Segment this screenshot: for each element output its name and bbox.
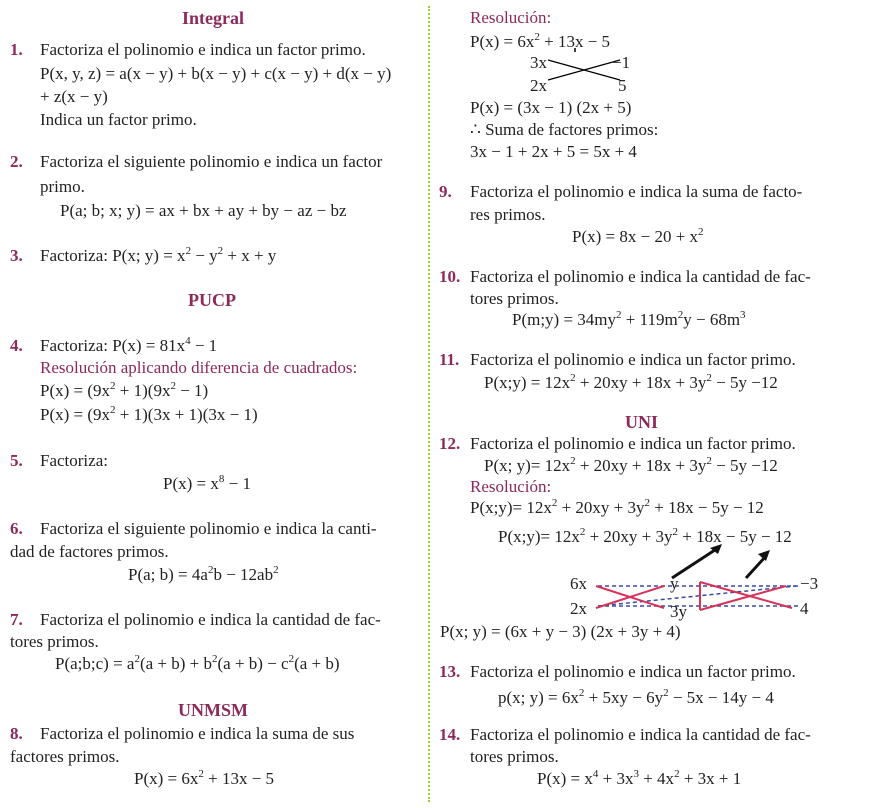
aspa-term: 2x	[530, 76, 547, 95]
question-text: Factoriza el polinomio e indica un factor primo.	[40, 40, 366, 59]
question-text: res primos.	[470, 205, 546, 224]
resolution-label: Resolución:	[470, 477, 552, 496]
question-number: 14.	[439, 725, 461, 744]
formula: P(a;b;c) = $a^2(a + b) + b^2(a + b) - c^2(a + b)$	[55, 653, 340, 673]
question-number: 8.	[10, 724, 23, 743]
question-number: 7.	[10, 610, 23, 629]
formula: p(x; $y) = 6x^2 + 5xy - 6y^2 - 5x - 14y - 4$	[498, 687, 774, 707]
formula: $P(x) = x^8 - 1$	[163, 473, 251, 493]
question-text: Factoriza:	[40, 451, 108, 470]
formula: P(x;y)= $12x^2 + 20xy + 3y^2 + 18x - 5y - 12$	[470, 497, 764, 517]
question-text: dad de factores primos.	[10, 542, 169, 561]
formula: P(x) = (3x − 1) (2x + 5)	[470, 98, 632, 117]
question-number: 2.	[10, 152, 23, 171]
formula: $P(x) = x^4 + 3x^3 + 4x^2 + 3x + 1$	[537, 768, 742, 788]
question-text: Factoriza: $P(x) = 81x^4 - 1$	[40, 335, 218, 355]
formula: $P(x) = 6x^2 + 13x - 5$	[470, 31, 611, 51]
question-text: Factoriza el polinomio e indica un factor primo.	[470, 350, 796, 369]
question-text: Factoriza el polinomio e indica la suma de facto-	[470, 182, 803, 201]
question-text: Factoriza: P(x; $y) = x^2 - y^2 + x + y$	[40, 245, 277, 265]
question-text: tores primos.	[10, 632, 99, 651]
aspa-term: 4	[800, 599, 809, 618]
question-number: 4.	[10, 336, 23, 355]
question-text: Factoriza el siguiente polinomio e indica un factor	[40, 152, 383, 171]
section-heading-pucp: PUCP	[188, 290, 236, 310]
question-number: 9.	[439, 182, 452, 201]
question-number: 5.	[10, 451, 23, 470]
aspa-term: 2x	[570, 599, 587, 618]
question-text: Factoriza el polinomio e indica la suma de sus	[40, 724, 355, 743]
question-text: Factoriza el polinomio e indica la cantidad de fac-	[470, 725, 811, 744]
question-text: Indica un factor primo.	[40, 110, 197, 129]
aspa-term: 5	[618, 76, 627, 95]
aspa-term: −3	[800, 574, 819, 593]
formula: P(a; $b) = 4a^2b - 12ab^2$	[128, 564, 279, 584]
aspa-term: 3y	[670, 602, 687, 621]
question-text: factores primos.	[10, 747, 120, 766]
formula: P(x, y, z) = a(x − y) + b(x − y) + c(x − y) + d(x − y)	[40, 64, 392, 83]
question-text: Factoriza el polinomio e indica un factor primo.	[470, 434, 796, 453]
aspa-term: 3x	[530, 53, 547, 72]
formula: P(x; y) = (6x + y − 3) (2x + 3y + 4)	[440, 622, 681, 641]
question-number: 6.	[10, 519, 23, 538]
formula: $P(x) = (9x^2 + 1)(3x + 1)(3x - 1)$	[40, 404, 258, 424]
question-number: 1.	[10, 40, 23, 59]
aspa-term: −1	[612, 53, 631, 72]
formula: $P(x) = 8x - 20 + x^2$	[572, 226, 704, 246]
aspa-term: 6x	[570, 574, 587, 593]
formula: $P(x) = 6x^2 + 13x - 5$	[134, 768, 275, 788]
resolution-label: Resolución:	[470, 8, 552, 27]
question-text: tores primos.	[470, 289, 559, 308]
section-heading-unmsm: UNMSM	[178, 700, 248, 720]
formula: P(a; b; x; y) = ax + bx + ay + by − az − bz	[60, 201, 347, 220]
column-divider	[428, 6, 430, 802]
formula: P(x;y) = $12x^2 + 20xy + 18x + 3y^2 - 5y -12$	[484, 372, 778, 392]
formula: 3x − 1 + 2x + 5 = 5x + 4	[470, 142, 637, 161]
resolution-label: Resolución aplicando diferencia de cuadrados:	[40, 358, 358, 377]
section-heading-integral: Integral	[182, 8, 244, 28]
question-text: Factoriza el polinomio e indica la cantidad de fac-	[40, 610, 381, 629]
aspa-term: y	[670, 574, 679, 593]
question-text: Factoriza el siguiente polinomio e indica la canti-	[40, 519, 377, 538]
question-number: 3.	[10, 246, 23, 265]
formula: P(m;y) = $34my^2 + 119m^2y - 68m^3$	[512, 309, 746, 329]
section-heading-uni: UNI	[625, 412, 659, 432]
formula: $P(x) = (9x^2 + 1)(9x^2 - 1)$	[40, 380, 209, 400]
question-text: primo.	[40, 177, 85, 196]
question-number: 10.	[439, 267, 461, 286]
question-number: 11.	[439, 350, 460, 369]
question-number: 12.	[439, 434, 461, 453]
double-aspa-diagram	[560, 540, 830, 620]
question-text: Factoriza el polinomio e indica la cantidad de fac-	[470, 267, 811, 286]
formula: P(x;y)= $12x^2 + 20xy + 3y^2 + 18x - 5y - 12$	[498, 526, 792, 546]
question-number: 13.	[439, 662, 461, 681]
question-text: Factoriza el polinomio e indica un factor primo.	[470, 662, 796, 681]
formula: P(x; $y)= 12x^2 + 20xy + 18x + 3y^2 - 5y -12$	[484, 455, 778, 475]
question-text: tores primos.	[470, 747, 559, 766]
formula: + z(x − y)	[40, 87, 108, 106]
conclusion-text: ∴ Suma de factores primos:	[470, 120, 659, 139]
